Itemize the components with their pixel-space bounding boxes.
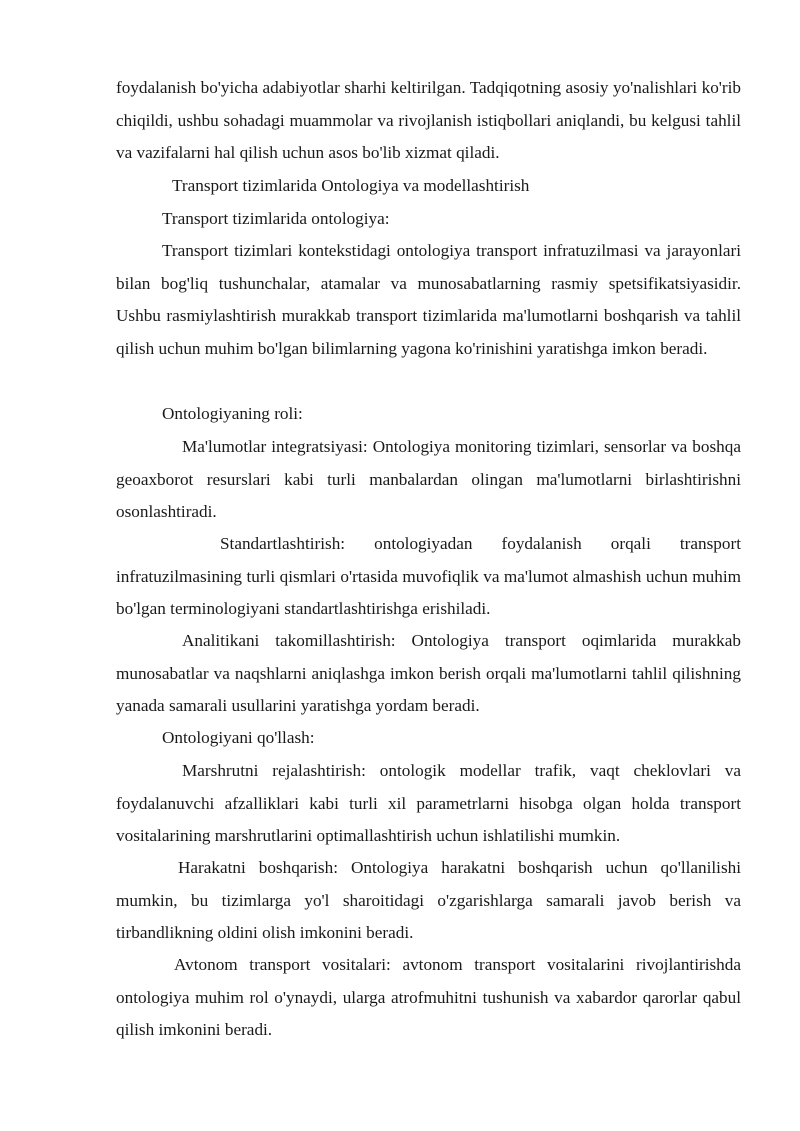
application-heading: Ontologiyani qo'llash: bbox=[162, 728, 315, 747]
role-data-integration: Ma'lumotlar integratsiyasi: Ontologiya monitoring tizimlari, sensorlar va boshqa geoaxborot resurslari kabi turli manbalardan olingan ma'lumotlarni birlashtirishni osonlashtiradi. bbox=[116, 437, 741, 522]
application-autonomous-vehicles: Avtonom transport vositalari: avtonom transport vositalarini rivojlantirishda ontologiya muhim rol o'ynaydi, ularga atrofmuhitni tushunish va xabardor qarorlar qabul qilish imkonini beradi. bbox=[116, 955, 741, 1040]
definition-paragraph: Transport tizimlari kontekstidagi ontologiya transport infratuzilmasi va jarayonlari bilan bog'liq tushunchalar, atamalar va munosabatlarning rasmiy spetsifikatsiyasidir. Ushbu rasmiylashtirish murakkab transport tizimlarida ma'lumotlarni boshqarish va tahlil qilish uchun muhim bo'lgan bilimlarning yagona ko'rinishini yaratishga imkon beradi. bbox=[116, 241, 741, 358]
role-standardization: Standartlashtirish: ontologiyadan foydalanish orqali transport infratuzilmasining turli qismlari o'rtasida muvofiqlik va ma'lumot almashish uchun muhim bo'lgan terminologiyani standartlashtirishga erishiladi. bbox=[116, 534, 741, 619]
application-route-planning: Marshrutni rejalashtirish: ontologik modellar trafik, vaqt cheklovlari va foydalanuvchi afzalliklari kabi turli xil parametrlarni hisobga olgan holda transport vositalarining marshrutlarini optimallashtirish uchun ishlatilishi mumkin. bbox=[116, 761, 741, 846]
role-analytics: Analitikani takomillashtirish: Ontologiya transport oqimlarida murakkab munosabatlar va naqshlarni aniqlashga imkon berish orqali ma'lumotlarni tahlil qilishning yanada samarali usullarini yaratishga yordam beradi. bbox=[116, 631, 741, 716]
subsection-heading: Transport tizimlarida ontologiya: bbox=[162, 209, 390, 228]
role-heading: Ontologiyaning roli: bbox=[162, 404, 303, 423]
intro-paragraph-continued: foydalanish bo'yicha adabiyotlar sharhi keltirilgan. Tadqiqotning asosiy yo'nalishlari ko'rib chiqildi, ushbu sohadagi muammolar va rivojlanish istiqbollari aniqlandi, bu kelgusi tahlil va vazifalarni hal qilish uchun asos bo'lib xizmat qiladi. bbox=[116, 78, 741, 163]
application-traffic-management: Harakatni boshqarish: Ontologiya harakatni boshqarish uchun qo'llanilishi mumkin, bu tizimlarga yo'l sharoitidagi o'zgarishlarga samarali javob berish va tirbandlikning oldini olish imkonini beradi. bbox=[116, 858, 741, 943]
section-heading: Transport tizimlarida Ontologiya va modellashtirish bbox=[172, 176, 530, 195]
